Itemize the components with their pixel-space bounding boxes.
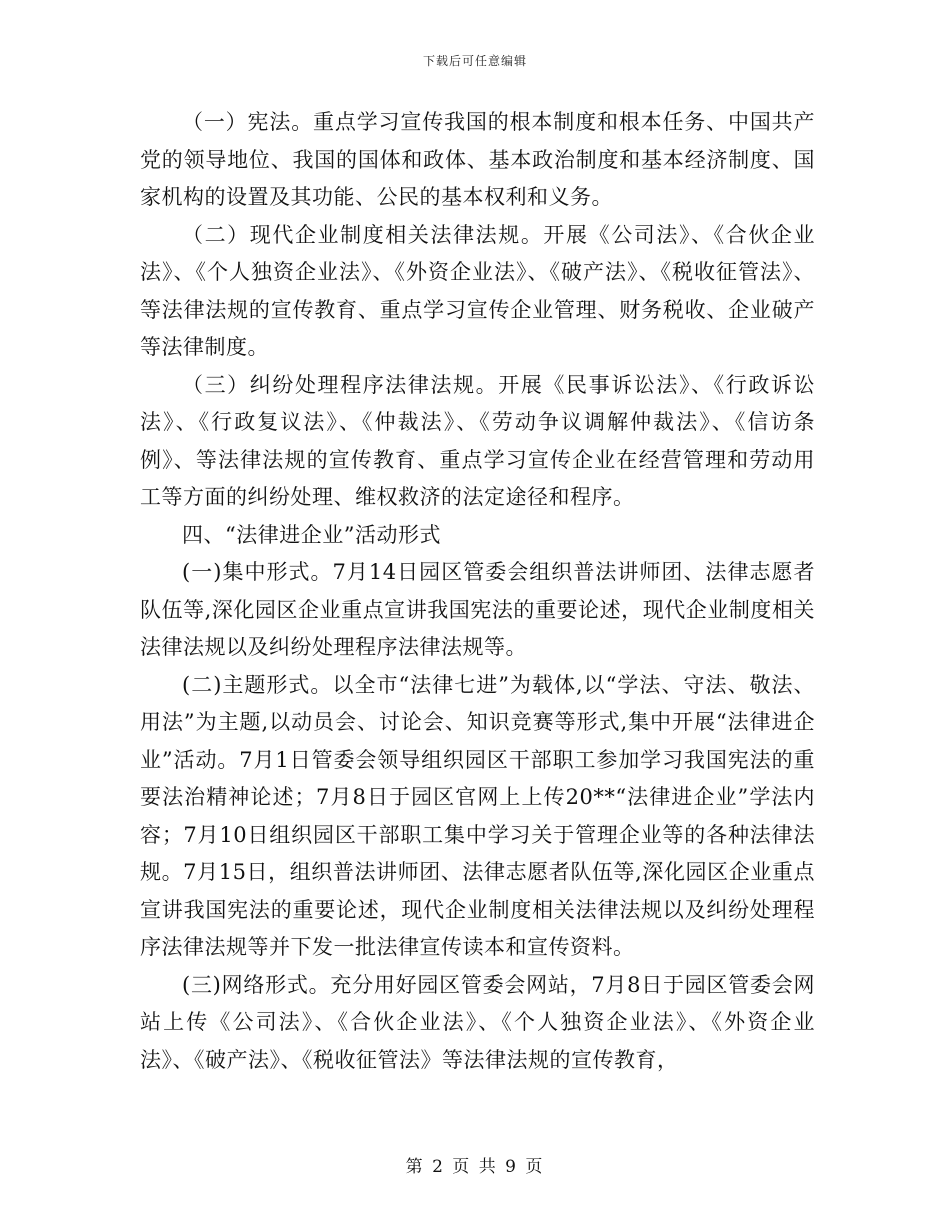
- paragraph-centralized-form: (一)集中形式。7月14日园区管委会组织普法讲师团、法律志愿者队伍等,深化园区企业重点宣讲我国宪法的重要论述，现代企业制度相关法律法规以及纠纷处理程序法律法规等。: [140, 560, 815, 659]
- paragraph-dispute-law: （三）纠纷处理程序法律法规。开展《民事诉讼法》、《行政诉讼法》、《行政复议法》、《仲裁法》、《劳动争议调解仲裁法》、《信访条例》、等法律法规的宣传教育、重点学习宣传企业在经营管理和劳动用工等方面的纠纷处理、维权救济的法定途径和程序。: [140, 372, 815, 509]
- paragraph-enterprise-law: （二）现代企业制度相关法律法规。开展《公司法》、《合伙企业法》、《个人独资企业法》、《外资企业法》、《破产法》、《税收征管法》、等法律法规的宣传教育、重点学习宣传企业管理、财务税收、企业破产等法律制度。: [140, 222, 815, 359]
- paragraph-network-form: (三)网络形式。充分用好园区管委会网站，7月8日于园区管委会网站上传《公司法》、《合伙企业法》、《个人独资企业法》、《外资企业法》、《破产法》、《税收征管法》等法律法规的宣传教育，: [140, 972, 815, 1072]
- document-body: [140, 104, 815, 1079]
- page-number: 第 2 页 共 9 页: [405, 1157, 545, 1177]
- paragraph-theme-form: (二)主题形式。以全市“法律七进”为载体,以“学法、守法、敬法、用法”为主题,以动员会、讨论会、知识竞赛等形式,集中开展“法律进企业”活动。7月1日管委会领导组织园区干部职工参加学习我国宪法的重要法治精神论述；7月8日于园区官网上上传20**“法律进企业”学法内容；7月10日组织园区干部职工集中学习关于管理企业等的各种法律法规。7月15日，组织普法讲师团、法律志愿者队伍等,深化园区企业重点宣讲我国宪法的重要论述，现代企业制度相关法律法规以及纠纷处理程序法律法规等并下发一批法律宣传读本和宣传资料。: [140, 672, 815, 959]
- paragraph-constitution: （一）宪法。重点学习宣传我国的根本制度和根本任务、中国共产党的领导地位、我国的国体和政体、基本政治制度和基本经济制度、国家机构的设置及其功能、公民的基本权利和义务。: [140, 110, 815, 209]
- section-heading-activity-forms: 四、“法律进企业”活动形式: [182, 522, 441, 547]
- page-header-note: 下载后可任意编辑: [422, 54, 527, 68]
